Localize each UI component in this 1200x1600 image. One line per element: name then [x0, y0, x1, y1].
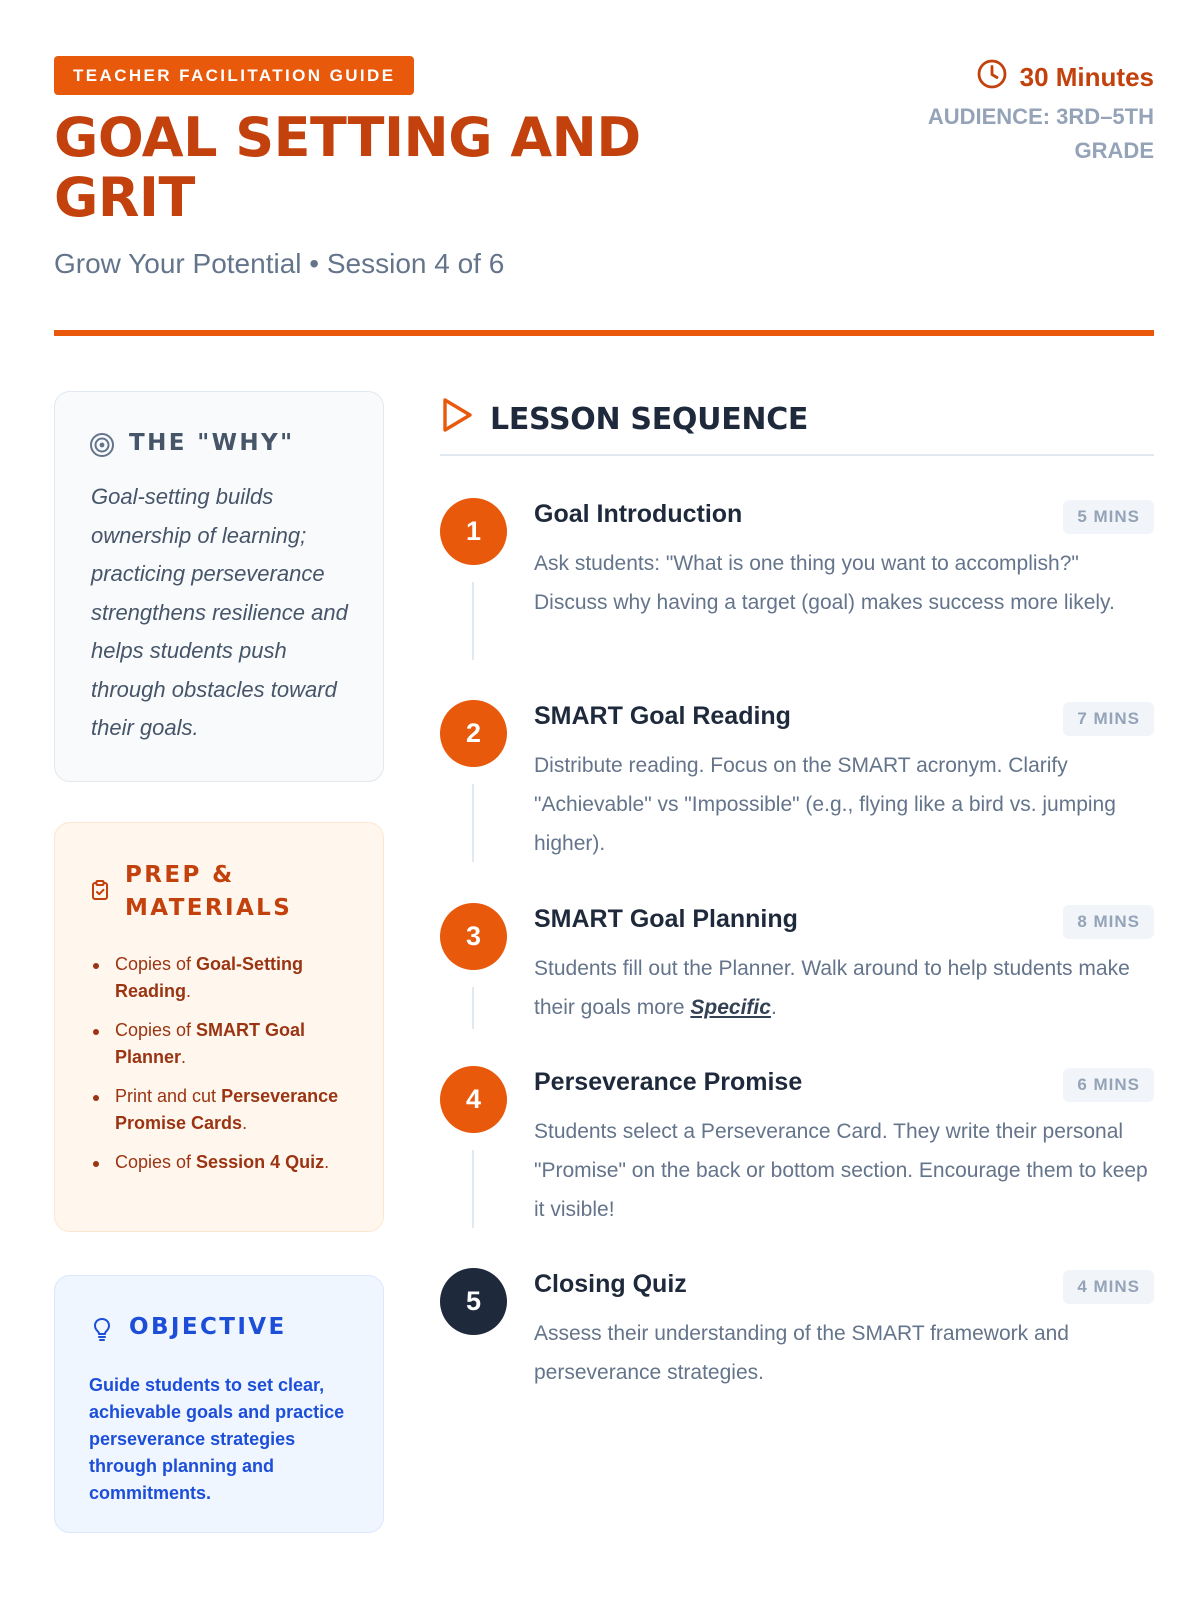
- prep-heading: [89, 859, 315, 925]
- list-item: Copies of Goal-Setting Reading.: [91, 951, 361, 1005]
- step-number: 4: [440, 1066, 507, 1133]
- step-connector: [472, 1150, 474, 1228]
- step-connector: [472, 987, 474, 1029]
- step-connector: [472, 582, 474, 660]
- objective-text: Guide students to set clear, achievable goals and practice perseverance strategies through planning and commitments.: [89, 1375, 345, 1503]
- play-icon: [440, 396, 474, 442]
- step-title: Perseverance Promise: [534, 1068, 803, 1096]
- step-title: SMART Goal Reading: [534, 702, 791, 730]
- step-duration-badge: 8 MINS: [1063, 905, 1154, 939]
- lesson-step-5: [440, 1268, 1154, 1398]
- sequence-divider: [440, 454, 1154, 456]
- lesson-sequence-label: LESSON SEQUENCE: [490, 401, 809, 437]
- clipboard-icon: [89, 859, 111, 911]
- list-item: Copies of Session 4 Quiz.: [91, 1149, 361, 1176]
- step-title: SMART Goal Planning: [534, 905, 798, 933]
- audience-label: AUDIENCE: 3RD–5TH GRADE: [927, 104, 1154, 163]
- header-divider: [54, 330, 1154, 336]
- step-description: Students fill out the Planner. Walk around to help students make their goals more Specific.: [534, 957, 1130, 1019]
- lesson-step-3: [440, 903, 1154, 1033]
- lightbulb-icon: [89, 1314, 115, 1348]
- step-number: 1: [440, 498, 507, 565]
- objective-heading-label: OBJECTIVE: [129, 1314, 287, 1340]
- duration-label: 30 Minutes: [1019, 62, 1154, 92]
- lesson-sequence-heading: [440, 396, 808, 442]
- lesson-step-2: [440, 700, 1154, 870]
- emphasized-word: Specific: [690, 996, 771, 1019]
- step-duration-badge: 5 MINS: [1063, 500, 1154, 534]
- clock-icon: [976, 58, 1008, 97]
- list-item: Copies of SMART Goal Planner.: [91, 1017, 361, 1071]
- prep-heading-label: PREP & MATERIALS: [125, 862, 293, 921]
- list-item: Print and cut Perseverance Promise Cards.: [91, 1083, 361, 1137]
- duration-info: [976, 58, 1154, 97]
- why-heading: [89, 430, 295, 464]
- step-description: Students select a Perseverance Card. They write their personal "Promise" on the back or bottom section. Encourage them to keep it visible!: [534, 1120, 1148, 1221]
- step-description: Assess their understanding of the SMART framework and perseverance strategies.: [534, 1322, 1069, 1384]
- why-text: Goal-setting builds ownership of learning; practicing perseverance strengthens resilience and helps students push through obstacles toward their goals.: [91, 484, 348, 740]
- step-duration-badge: 6 MINS: [1063, 1068, 1154, 1102]
- why-heading-label: THE "WHY": [129, 430, 295, 456]
- lesson-step-1: [440, 498, 1154, 668]
- step-duration-badge: 7 MINS: [1063, 702, 1154, 736]
- guide-type-badge: TEACHER FACILITATION GUIDE: [54, 56, 414, 95]
- step-description: Ask students: "What is one thing you want to accomplish?" Discuss why having a target (goal) makes success more likely.: [534, 552, 1115, 614]
- step-connector: [472, 784, 474, 862]
- target-icon: [89, 430, 115, 464]
- step-description: Distribute reading. Focus on the SMART acronym. Clarify "Achievable" vs "Impossible" (e.g., flying like a bird vs. jumping higher).: [534, 754, 1116, 855]
- prep-materials-card: [54, 822, 384, 1232]
- lesson-step-4: [440, 1066, 1154, 1236]
- page-subtitle: Grow Your Potential • Session 4 of 6: [54, 248, 505, 279]
- step-title: Closing Quiz: [534, 1270, 687, 1298]
- materials-list: [91, 951, 361, 1188]
- objective-heading: [89, 1314, 287, 1348]
- step-number: 2: [440, 700, 507, 767]
- why-card: [54, 391, 384, 782]
- page-title: GOAL SETTING AND GRIT: [54, 106, 641, 229]
- step-number: 3: [440, 903, 507, 970]
- step-duration-badge: 4 MINS: [1063, 1270, 1154, 1304]
- objective-card: [54, 1275, 384, 1533]
- step-title: Goal Introduction: [534, 500, 743, 528]
- step-number: 5: [440, 1268, 507, 1335]
